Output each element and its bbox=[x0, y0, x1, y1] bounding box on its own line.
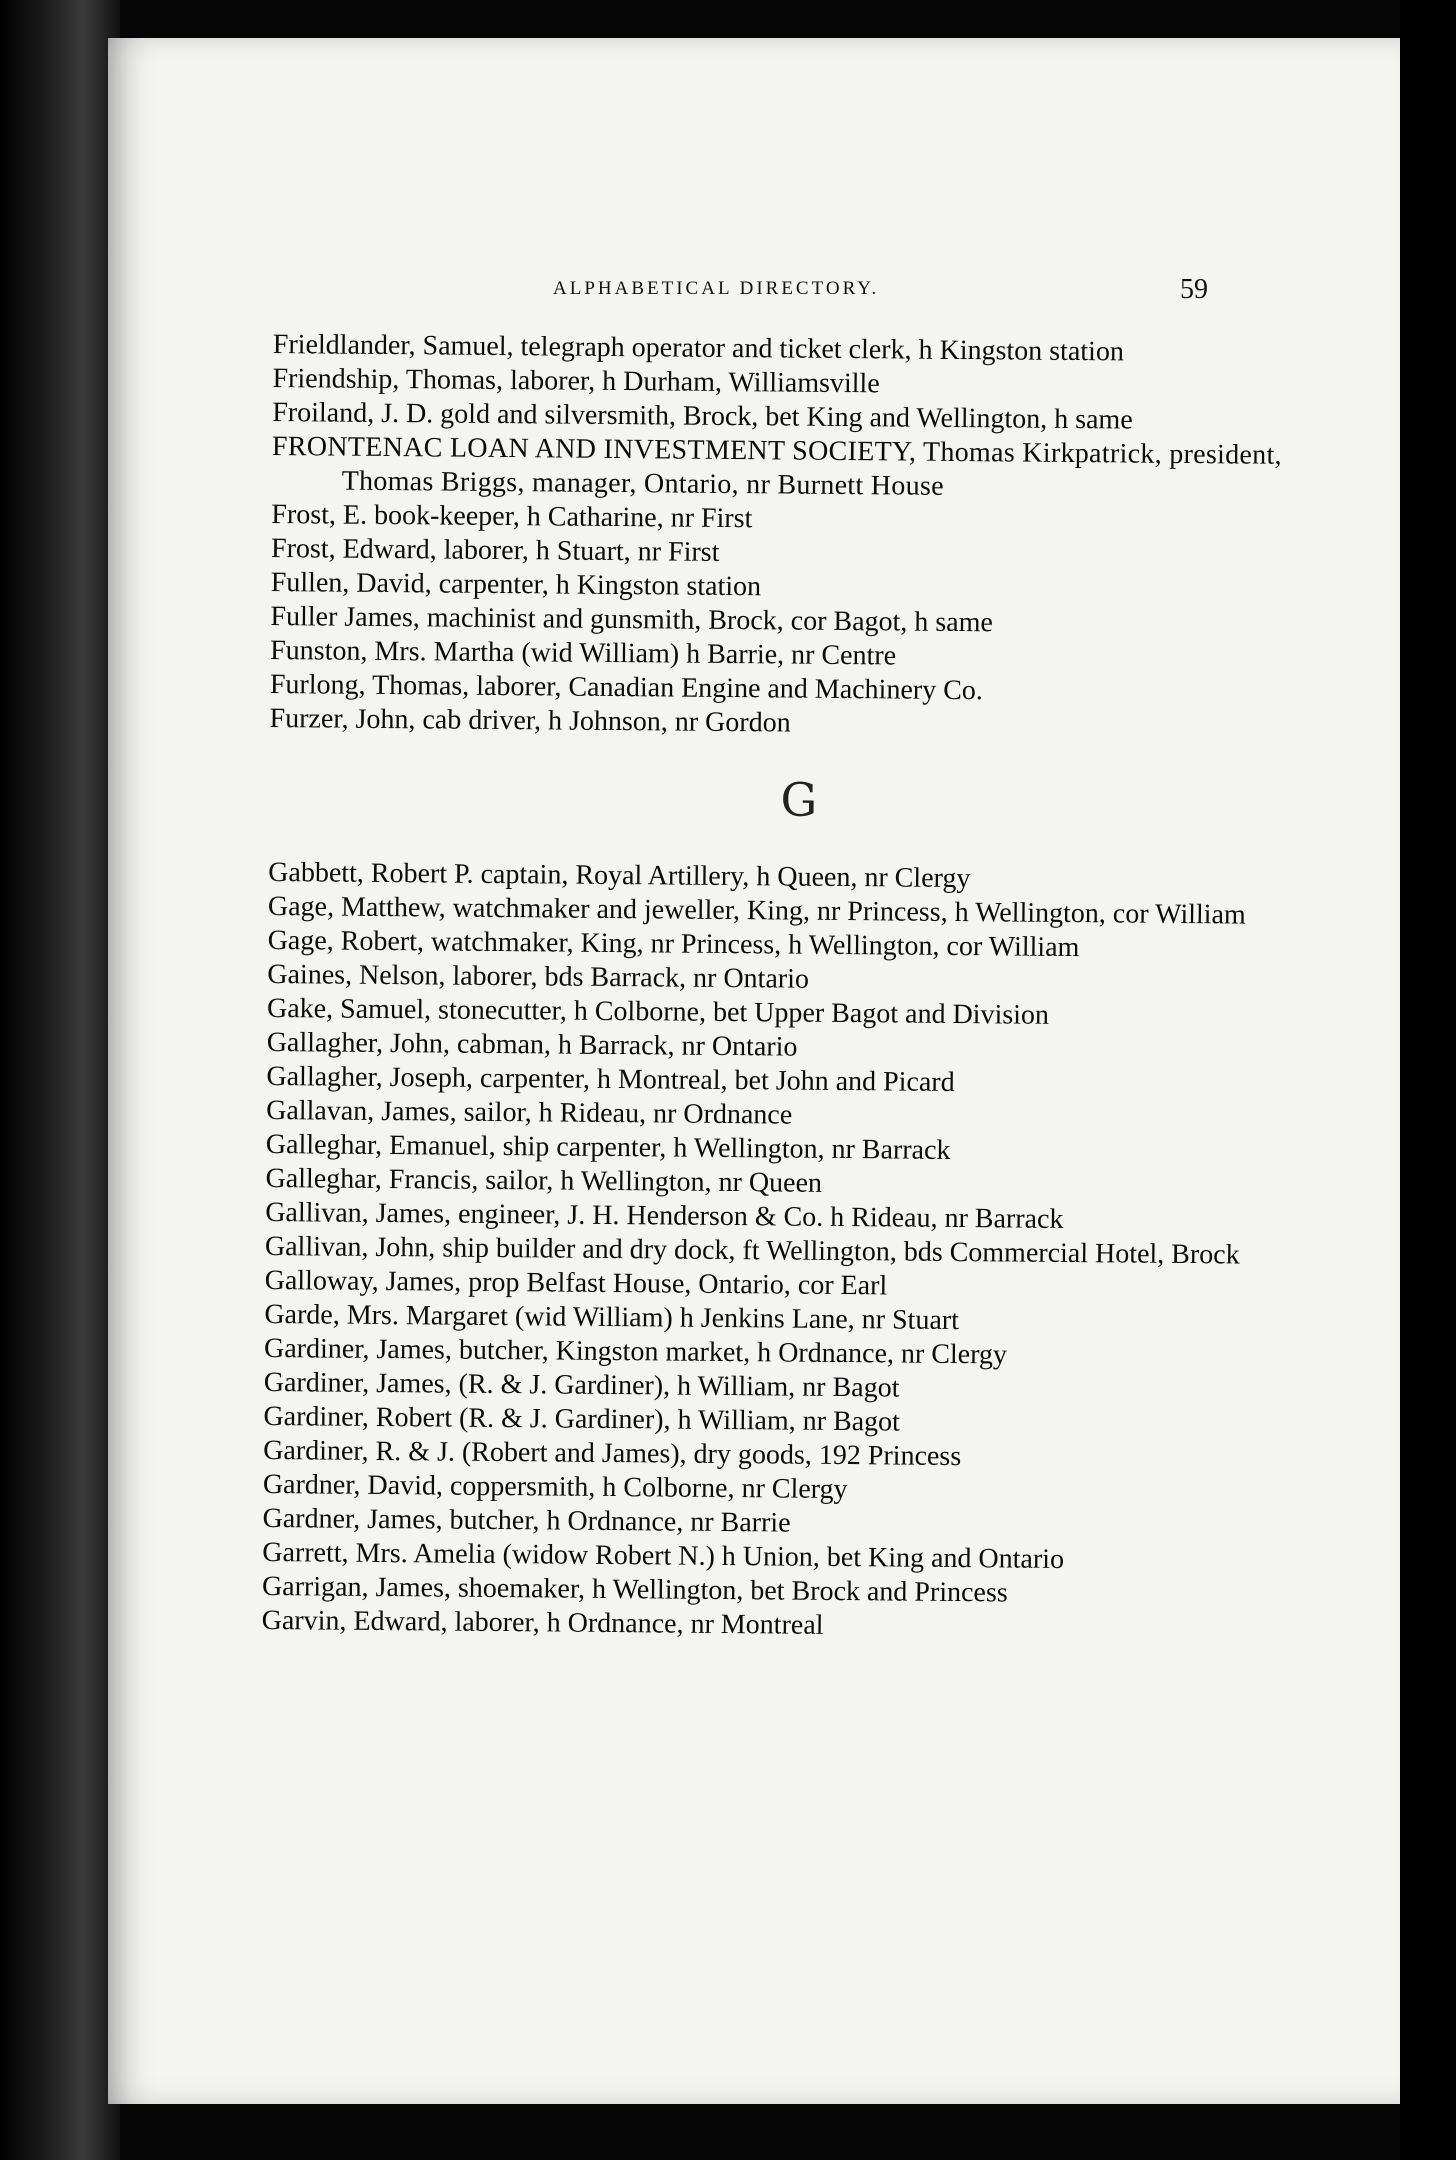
directory-entry: Garvin, Edward, laborer, h Ordnance, nr Montreal bbox=[261, 1604, 824, 1641]
page-header bbox=[108, 270, 1400, 310]
directory-entry: Gage, Matthew, watchmaker and jeweller, King, nr Princess, h Wellington, cor William bbox=[267, 890, 1246, 931]
directory-entry: Frost, Edward, laborer, h Stuart, nr First bbox=[270, 532, 720, 568]
directory-entry: Gaines, Nelson, laborer, bds Barrack, nr Ontario bbox=[267, 958, 810, 995]
directory-entry: Gardiner, R. & J. (Robert and James), dry goods, 192 Princess bbox=[263, 1434, 962, 1473]
directory-entry: Gallagher, John, cabman, h Barrack, nr Ontario bbox=[266, 1026, 798, 1063]
directory-entry: Gardiner, Robert (R. & J. Gardiner), h William, nr Bagot bbox=[263, 1400, 901, 1438]
directory-entry: Gallivan, John, ship builder and dry dock, ft Wellington, bds Commercial Hotel, Brock bbox=[264, 1230, 1240, 1271]
scan-right-margin bbox=[1400, 0, 1456, 2160]
directory-entry-business: FRONTENAC LOAN AND INVESTMENT SOCIETY, Thomas Kirkpatrick, president, Thomas Briggs, manager, Ontario, nr Burnett House bbox=[271, 430, 1283, 502]
directory-entry: Friendship, Thomas, laborer, h Durham, Williamsville bbox=[272, 362, 880, 400]
directory-entry: Gallavan, James, sailor, h Rideau, nr Ordnance bbox=[266, 1094, 793, 1131]
directory-entry: Garrett, Mrs. Amelia (widow Robert N.) h Union, bet King and Ontario bbox=[262, 1536, 1065, 1575]
directory-entry: Furzer, John, cab driver, h Johnson, nr Gordon bbox=[269, 702, 791, 739]
directory-entry: Froiland, J. D. gold and silversmith, Brock, bet King and Wellington, h same bbox=[272, 396, 1133, 436]
directory-entry: Fullen, David, carpenter, h Kingston station bbox=[270, 566, 762, 603]
directory-entry: Fuller James, machinist and gunsmith, Brock, cor Bagot, h same bbox=[270, 600, 994, 639]
directory-entries bbox=[262, 328, 1333, 1647]
directory-entry: Gallagher, Joseph, carpenter, h Montreal, bet John and Picard bbox=[266, 1060, 955, 1098]
page-number: 59 bbox=[1180, 274, 1208, 305]
scan-left-margin bbox=[0, 0, 120, 2160]
directory-entry: Gake, Samuel, stonecutter, h Colborne, bet Upper Bagot and Division bbox=[266, 992, 1050, 1031]
directory-entry: Gabbett, Robert P. captain, Royal Artillery, h Queen, nr Clergy bbox=[268, 856, 971, 895]
directory-page bbox=[108, 38, 1400, 2104]
directory-entry: Funston, Mrs. Martha (wid William) h Barrie, nr Centre bbox=[270, 634, 897, 672]
directory-entry: Gallivan, James, engineer, J. H. Henderson & Co. h Rideau, nr Barrack bbox=[265, 1196, 1064, 1235]
directory-entry: Garde, Mrs. Margaret (wid William) h Jenkins Lane, nr Stuart bbox=[264, 1298, 960, 1337]
directory-entry: Garrigan, James, shoemaker, h Wellington, bet Brock and Princess bbox=[261, 1570, 1008, 1609]
directory-entry: Frost, E. book-keeper, h Catharine, nr First bbox=[271, 498, 753, 535]
directory-entry: Gage, Robert, watchmaker, King, nr Princess, h Wellington, cor William bbox=[267, 924, 1080, 964]
directory-entry: Galleghar, Francis, sailor, h Wellington, nr Queen bbox=[265, 1162, 823, 1199]
directory-entry: Gardiner, James, butcher, Kingston market, h Ordnance, nr Clergy bbox=[263, 1332, 1008, 1371]
section-letter-heading: G bbox=[780, 772, 818, 827]
directory-entry: Gardiner, James, (R. & J. Gardiner), h William, nr Bagot bbox=[263, 1366, 900, 1404]
directory-entry: Gardner, David, coppersmith, h Colborne, nr Clergy bbox=[262, 1468, 848, 1506]
directory-entry: Frieldlander, Samuel, telegraph operator and ticket clerk, h Kingston station bbox=[272, 328, 1125, 368]
running-title: ALPHABETICAL DIRECTORY. bbox=[553, 278, 880, 299]
directory-entry: Furlong, Thomas, laborer, Canadian Engine and Machinery Co. bbox=[269, 668, 983, 707]
directory-entry: Galloway, James, prop Belfast House, Ontario, cor Earl bbox=[264, 1264, 888, 1302]
directory-entry: Gardner, James, butcher, h Ordnance, nr Barrie bbox=[262, 1502, 791, 1539]
directory-entry: Galleghar, Emanuel, ship carpenter, h Wellington, nr Barrack bbox=[265, 1128, 951, 1166]
